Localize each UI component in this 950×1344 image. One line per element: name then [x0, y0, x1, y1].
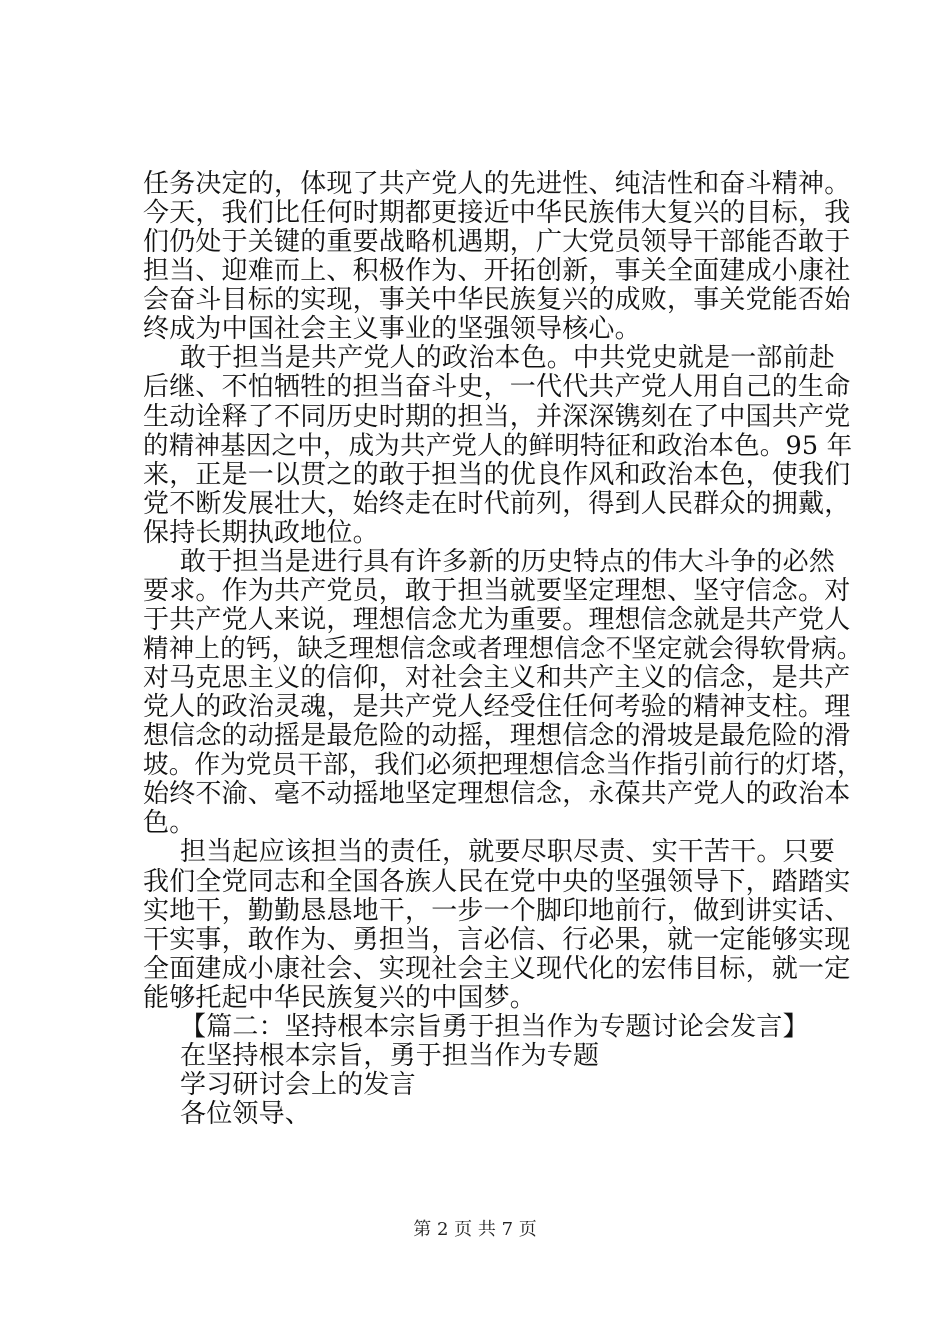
page-number-footer: 第 2 页 共 7 页: [413, 1219, 537, 1240]
paragraph-first-line: 担当起应该担当的责任，就要尽职尽责、实干苦干。只要: [180, 837, 836, 868]
text-line: 党人的政治灵魂，是共产党人经受住任何考验的精神支柱。理: [143, 692, 851, 723]
text-line: 后继、不怕牺牲的担当奋斗史，一代代共产党人用自己的生命: [143, 372, 851, 403]
text-line: 会奋斗目标的实现，事关中华民族复兴的成败，事关党能否始: [143, 285, 851, 316]
text-line: 于共产党人来说，理想信念尤为重要。理想信念就是共产党人: [143, 604, 851, 635]
text-line: 实地干，勤勤恳恳地干，一步一个脚印地前行，做到讲实话、: [143, 895, 851, 926]
text-line: 的精神基因之中，成为共产党人的鲜明特征和政治本色。95 年: [143, 430, 853, 461]
text-line: 精神上的钙，缺乏理想信念或者理想信念不坚定就会得软骨病。: [143, 634, 863, 664]
text-line: 要求。作为共产党员，敢于担当就要坚定理想、坚守信念。对: [143, 575, 851, 606]
text-line: 始终不渝、毫不动摇地坚定理想信念，永葆共产党人的政治本: [143, 779, 851, 810]
text-line: 今天，我们比任何时期都更接近中华民族伟大复兴的目标，我: [143, 198, 851, 229]
text-line: 们仍处于关键的重要战略机遇期，广大党员领导干部能否敢于: [143, 227, 851, 258]
text-line: 生动诠释了不同历史时期的担当，并深深镌刻在了中国共产党: [143, 401, 851, 432]
text-line: 任务决定的，体现了共产党人的先进性、纯洁性和奋斗精神。: [143, 169, 851, 199]
text-line: 来，正是一以贯之的敢于担当的优良作风和政治本色，使我们: [143, 459, 851, 490]
text-line: 干实事，敢作为、勇担当，言必信、行必果，就一定能够实现: [143, 924, 851, 955]
text-line: 担当、迎难而上、积极作为、开拓创新，事关全面建成小康社: [143, 256, 851, 287]
text-line: 全面建成小康社会、实现社会主义现代化的宏伟目标，就一定: [143, 953, 851, 984]
paragraph-first-line: 敢于担当是共产党人的政治本色。中共党史就是一部前赴: [180, 343, 836, 374]
text-line: 终成为中国社会主义事业的坚强领导核心。: [143, 314, 641, 345]
salutation: 各位领导、: [180, 1099, 312, 1129]
text-line: 坡。作为党员干部，我们必须把理想信念当作指引前行的灯塔，: [143, 750, 863, 781]
text-line: 能够托起中华民族复兴的中国梦。: [143, 982, 537, 1013]
text-line: 我们全党同志和全国各族人民在党中央的坚强领导下，踏踏实: [143, 866, 851, 897]
speech-title-line: 学习研讨会上的发言: [180, 1069, 416, 1100]
paragraph-first-line: 敢于担当是进行具有许多新的历史特点的伟大斗争的必然: [180, 546, 836, 577]
text-line: 党不断发展壮大，始终走在时代前列，得到人民群众的拥戴，: [143, 488, 851, 519]
text-line: 对马克思主义的信仰，对社会主义和共产主义的信念，是共产: [143, 663, 851, 694]
text-line: 想信念的动摇是最危险的动摇，理想信念的滑坡是最危险的滑: [143, 721, 851, 752]
speech-title-line: 在坚持根本宗旨，勇于担当作为专题: [180, 1040, 600, 1071]
text-line: 保持长期执政地位。: [143, 517, 379, 548]
section-heading: 【篇二：坚持根本宗旨勇于担当作为专题讨论会发言】: [180, 1011, 809, 1042]
text-line: 色。: [143, 808, 196, 839]
